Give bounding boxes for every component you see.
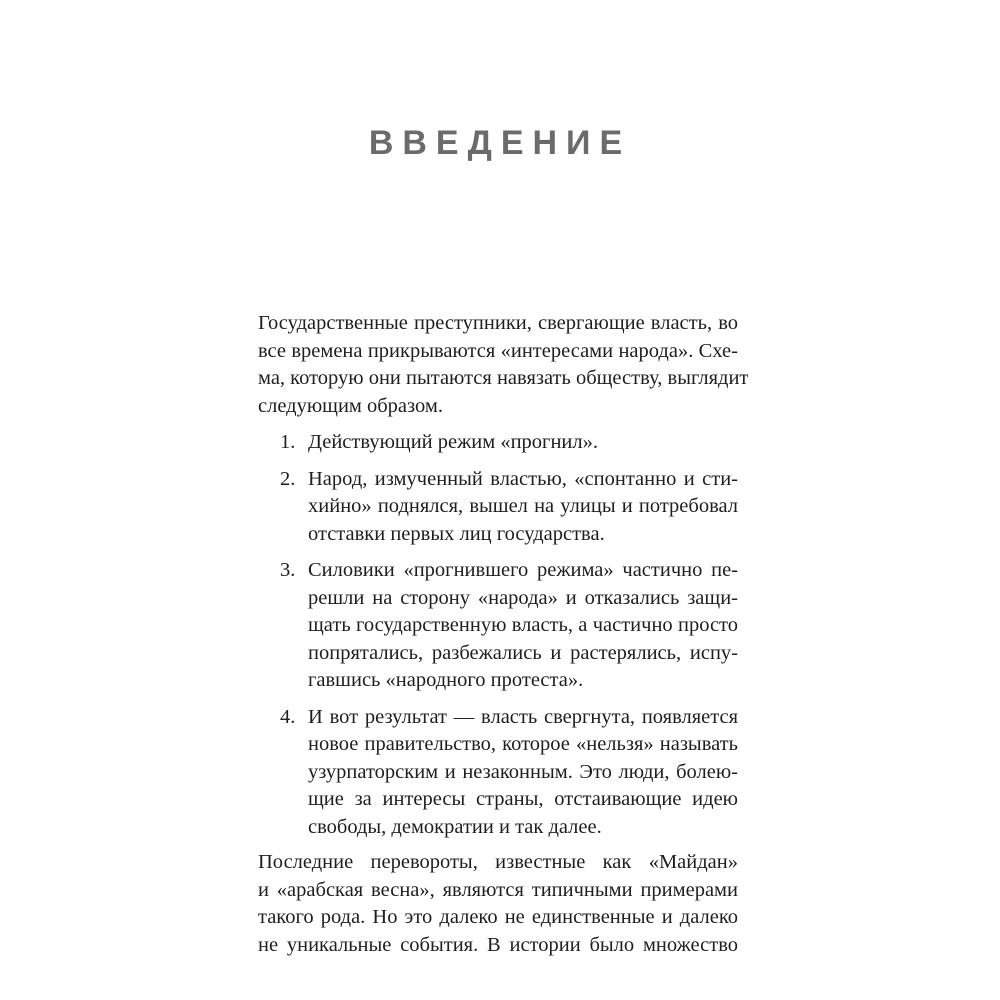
text-line: новое правительство, которое «нельзя» называть [308,733,738,755]
text-line: и «арабская весна», являются типичными примерами [258,878,738,901]
text-line: Действующий режим «прогнил». [308,431,599,453]
list-item [258,429,738,457]
body-text [258,310,749,959]
text-line: Последние перевороты, известные как «Майдан» [258,851,738,873]
text-line: хийно» поднялся, вышел на улицы и потребовал [308,495,738,517]
text-line: ма, которую они пытаются навязать обществу, выглядит [258,367,749,389]
text-line: не уникальные события. В истории было множество [258,933,738,956]
text-line: Государственные преступники, свергающие власть, во [258,312,738,334]
text-line: решли на сторону «народа» и отказались защи- [308,586,738,609]
text-line: щать государственную власть, а частично просто [308,614,738,636]
list-item-number: 2. [280,467,296,490]
text-line: попрятались, разбежались и растерялись, испу- [308,641,738,664]
text-line: все времена прикрываются «интересами народа». Схе- [258,339,738,362]
text-line: гавшись «народного протеста». [308,669,584,691]
text-line: свободы, демократии и так далее. [308,815,602,838]
text-line: узурпаторским и незаконным. Это люди, болею- [308,760,738,783]
list-item [258,704,738,842]
list-item-number: 3. [280,559,296,581]
numbered-list [258,429,738,841]
text-line: щие за интересы страны, отстаивающие идею [308,788,738,810]
list-item-number: 4. [280,705,296,728]
text-line: И вот результат — власть свергнута, появляется [308,705,738,728]
list-item-number: 1. [280,431,296,453]
text-line: Народ, измученный властью, «спонтанно и сти- [308,467,738,490]
outro-paragraph [258,849,738,959]
text-line: Силовики «прогнившего режима» частично пе- [308,559,738,581]
text-line: отставки первых лиц государства. [308,522,605,545]
list-item [258,557,738,695]
chapter-heading: ВВЕДЕНИЕ [368,124,632,162]
text-line: такого рода. Но это далеко не единственные и далеко [258,906,738,928]
list-item [258,466,738,549]
text-line: следующим образом. [258,394,443,417]
intro-paragraph [258,310,749,420]
